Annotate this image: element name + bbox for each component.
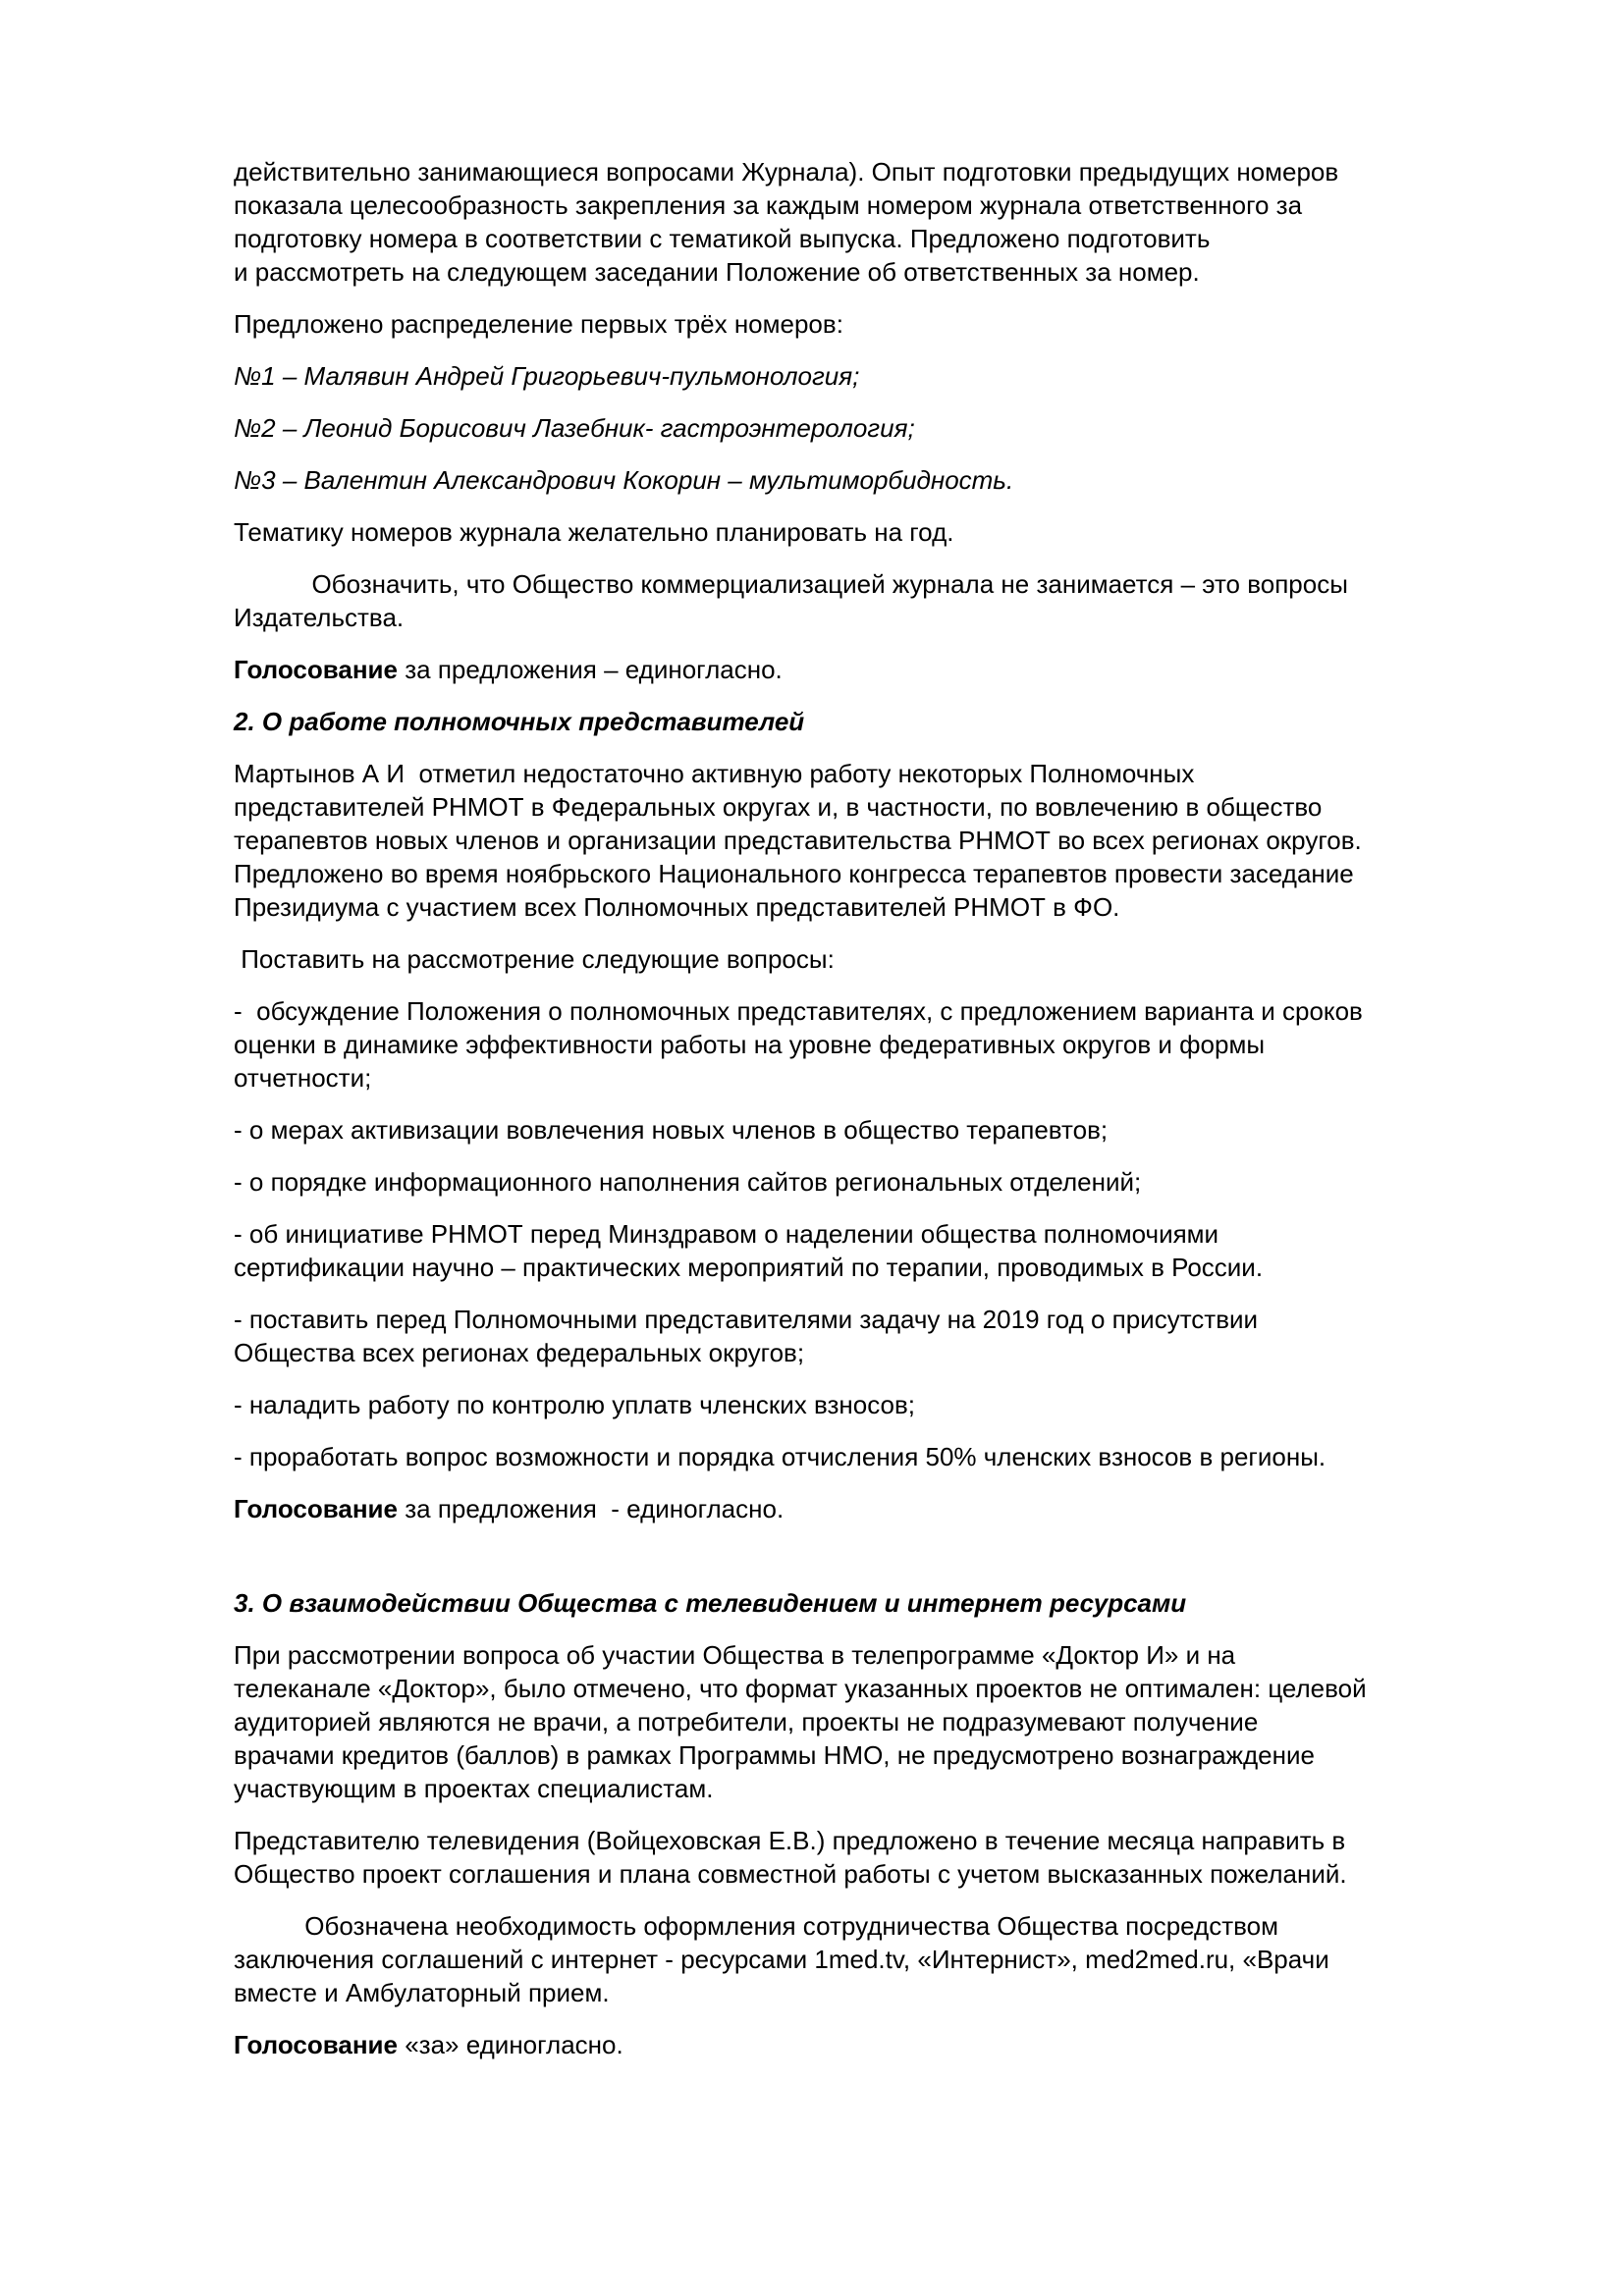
vote-text: за предложения - единогласно. <box>397 1494 785 1523</box>
vote-line <box>234 653 1530 686</box>
vote-text: «за» единогласно. <box>397 2030 623 2059</box>
issues-intro: Предложено распределение первых трёх номеров: <box>234 309 843 339</box>
vote-label: Голосование <box>234 2030 398 2059</box>
text-line: - о мерах активизации вовлечения новых членов в общество терапевтов; <box>234 1115 1109 1145</box>
section3-paragraph <box>234 1824 1530 1891</box>
text-line: - проработать вопрос возможности и порядка отчисления 50% членских взносов в регионы. <box>234 1442 1326 1471</box>
agenda-item <box>234 1440 1530 1473</box>
text-line: аудиторией являются не врачи, а потребители, проекты не подразумевают получение <box>234 1707 1259 1736</box>
text-line: Предложено во время ноябрьского Национального конгресса терапевтов провести заседание <box>234 859 1354 888</box>
text-line: При рассмотрении вопроса об участии Общества в телепрограмме «Доктор И» и на <box>234 1640 1236 1670</box>
text-line: терапевтов новых членов и организации представительства РНМОТ во всех регионах округов. <box>234 826 1362 855</box>
issue-item: №2 – Леонид Борисович Лазебник- гастроэнтерология; <box>234 413 915 443</box>
agenda-item <box>234 1303 1530 1369</box>
text-line: подготовку номера в соответствии с тематикой выпуска. Предложено подготовить <box>234 224 1211 253</box>
vote-label: Голосование <box>234 655 398 684</box>
text-line: Обозначена необходимость оформления сотрудничества Общества посредством <box>234 1911 1278 1941</box>
text-line: Общества всех регионах федеральных округов; <box>234 1338 805 1367</box>
text-line: Президиума с участием всех Полномочных представителей РНМОТ в ФО. <box>234 892 1120 922</box>
text-line: Издательства. <box>234 603 405 632</box>
section2-paragraph <box>234 757 1530 924</box>
issue-item: №1 – Малявин Андрей Григорьевич-пульмонология; <box>234 361 860 391</box>
agenda-intro: Поставить на рассмотрение следующие вопросы: <box>234 944 835 974</box>
text-line: - поставить перед Полномочными представителями задачу на 2019 год о присутствии <box>234 1305 1259 1334</box>
text-line: вместе и Амбулаторный прием. <box>234 1978 610 2007</box>
text-line: Общество проект соглашения и плана совместной работы с учетом высказанных пожеланий. <box>234 1859 1347 1889</box>
intro-paragraph <box>234 155 1530 289</box>
text-line: - обсуждение Положения о полномочных представителях, с предложением варианта и сроков <box>234 996 1363 1026</box>
vote-label: Голосование <box>234 1494 398 1523</box>
text-line: представителей РНМОТ в Федеральных округах и, в частности, по вовлечению в общество <box>234 792 1323 822</box>
vote-line <box>234 1492 1530 1525</box>
text-line: показала целесообразность закрепления за каждым номером журнала ответственного за <box>234 190 1303 220</box>
section-heading: 2. О работе полномочных представителей <box>234 707 805 736</box>
text-line: отчетности; <box>234 1063 372 1093</box>
text-line: Представителю телевидения (Войцеховская Е.В.) предложено в течение месяца направить в <box>234 1826 1346 1855</box>
plan-note: Тематику номеров журнала желательно планировать на год. <box>234 517 954 547</box>
text-line: участвующим в проектах специалистам. <box>234 1774 714 1803</box>
agenda-item <box>234 994 1530 1095</box>
text-line: Мартынов А И отметил недостаточно активную работу некоторых Полномочных <box>234 759 1195 788</box>
text-line: действительно занимающиеся вопросами Журнала). Опыт подготовки предыдущих номеров <box>234 157 1339 187</box>
vote-text: за предложения – единогласно. <box>397 655 783 684</box>
issue-item: №3 – Валентин Александрович Кокорин – мультиморбидность. <box>234 465 1014 495</box>
text-line: Обозначить, что Общество коммерциализацией журнала не занимается – это вопросы <box>234 569 1348 599</box>
text-line: - наладить работу по контролю уплатв членских взносов; <box>234 1390 916 1419</box>
text-line: и рассмотреть на следующем заседании Положение об ответственных за номер. <box>234 257 1200 287</box>
text-line: телеканале «Доктор», было отмечено, что формат указанных проектов не оптимален: целевой <box>234 1674 1367 1703</box>
section-heading: 3. О взаимодействии Общества с телевидением и интернет ресурсами <box>234 1588 1187 1618</box>
text-line: врачами кредитов (баллов) в рамках Программы НМО, не предусмотрено вознаграждение <box>234 1740 1315 1770</box>
agenda-item <box>234 1217 1530 1284</box>
text-line: заключения соглашений с интернет - ресурсами 1med.tv, «Интернист», med2med.ru, «Врачи <box>234 1945 1329 1974</box>
text-line: сертификации научно – практических мероприятий по терапии, проводимых в России. <box>234 1253 1264 1282</box>
agenda-item <box>234 1165 1530 1199</box>
section3-paragraph <box>234 1638 1530 1805</box>
commerce-note <box>234 567 1530 634</box>
section3-paragraph <box>234 1909 1530 2009</box>
text-line: - о порядке информационного наполнения сайтов региональных отделений; <box>234 1167 1142 1197</box>
document-body <box>234 155 1530 2080</box>
agenda-item <box>234 1113 1530 1147</box>
text-line: - об инициативе РНМОТ перед Минздравом о наделении общества полномочиями <box>234 1219 1219 1249</box>
text-line: оценки в динамике эффективности работы на уровне федеративных округов и формы <box>234 1030 1266 1059</box>
vote-line <box>234 2028 1530 2061</box>
agenda-item <box>234 1388 1530 1421</box>
